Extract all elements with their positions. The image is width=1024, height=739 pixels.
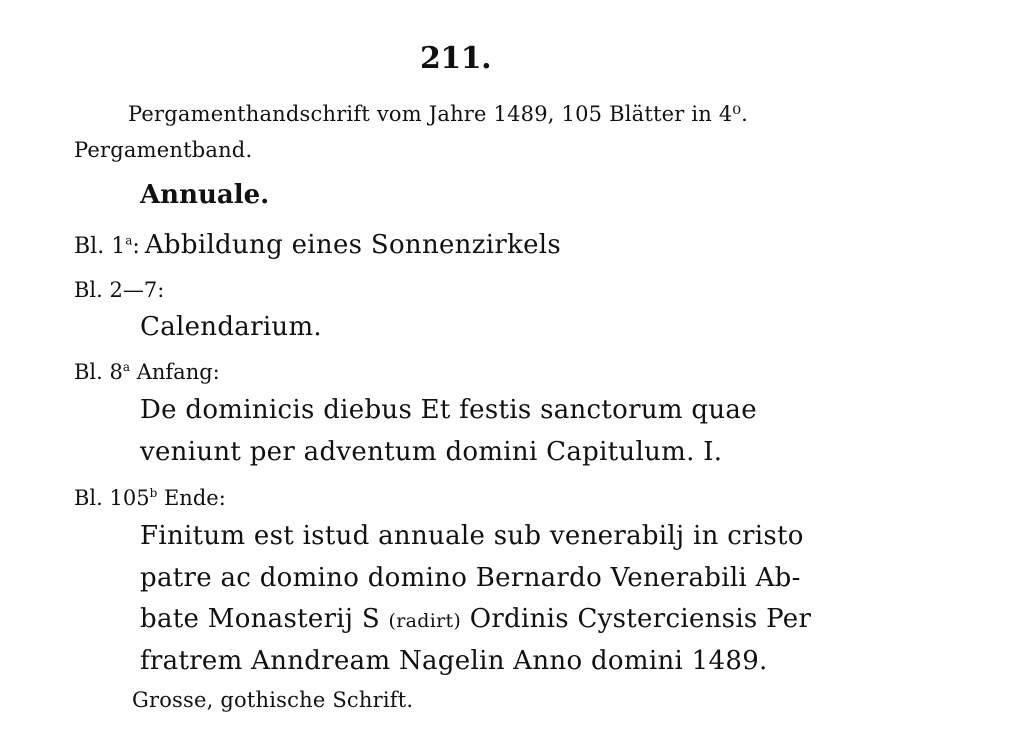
colophon-line: Finitum est istud annuale sub venerabilj in cristo — [140, 521, 804, 551]
binding-description: Pergamentband. — [74, 138, 253, 162]
folio-text: Abbildung eines Sonnenzirkels — [144, 230, 562, 260]
folio-label: Bl. 1$^a$: — [74, 233, 140, 259]
entry-folio-8-text-line: De dominicis diebus Et festis sanctorum quae — [140, 395, 757, 425]
colophon-line: patre ac domino domino Bernardo Venerabili Ab- — [140, 563, 801, 593]
erased-note: (radirt) — [388, 610, 462, 632]
entry-folio-1 — [74, 232, 561, 258]
page-number: 211. — [420, 41, 492, 76]
entry-folio-8-text-line: veniunt per adventum domini Capitulum. I. — [140, 437, 723, 467]
entry-folio-105-label: Bl. 105$^b$ Ende: — [74, 486, 226, 510]
colophon-line: fratrem Anndream Nagelin Anno domini 1489. — [140, 646, 768, 676]
entry-folio-2-7-label: Bl. 2—7: — [74, 278, 165, 302]
entry-folio-8-label: Bl. 8$^a$ Anfang: — [74, 360, 220, 384]
manuscript-description: Pergamenthandschrift vom Jahre 1489, 105 Blätter in 4⁰. — [128, 102, 748, 126]
script-note: Grosse, gothische Schrift. — [132, 688, 414, 712]
entry-folio-2-7-text: Calendarium. — [140, 312, 322, 342]
colophon-line: bate Monasterij S (radirt) Ordinis Cysterciensis Per — [140, 604, 812, 634]
section-title: Annuale. — [140, 180, 270, 210]
